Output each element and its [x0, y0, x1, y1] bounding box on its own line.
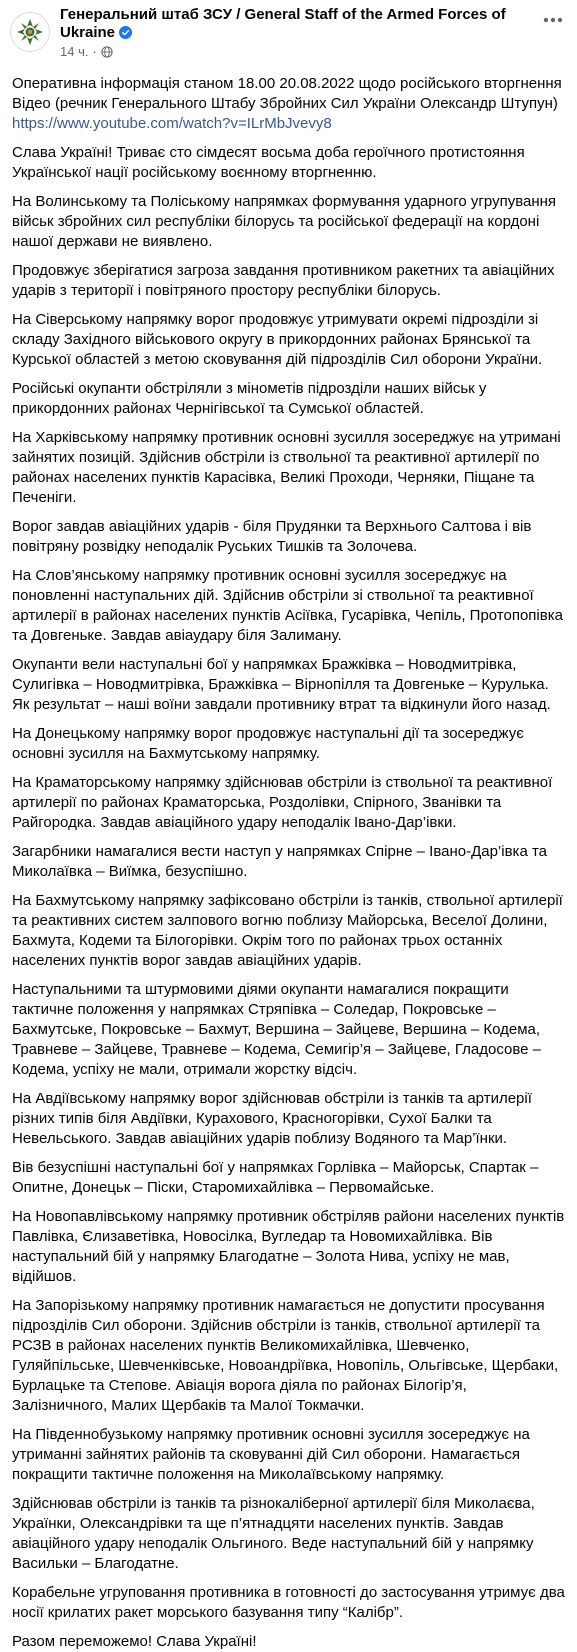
post-intro: [12, 74, 565, 134]
post-subtitle: [60, 44, 541, 59]
post-paragraph: Разом переможемо! Слава Україні!: [12, 1633, 257, 1650]
post-paragraph: На Харківському напрямку противник основні зусилля зосереджує на утримані зайнятих позицій. Здійснив обстріли із ствольної та реактивної артилерії по районах населених пунктів Карасівка, Великі Проходи, Черняки, Піщане та Печеніги.: [12, 429, 561, 506]
post-paragraph: Окупанти вели наступальні бої у напрямках Бражківка – Новодмитрівка, Сулигівка – Новодмитрівка, Бражківка – Вірнопілля та Довгеньке – Курулька. Як результат – наші воїни завдали противнику втрат та відкинули його назад.: [12, 656, 551, 713]
post-paragraphs: [12, 143, 565, 1652]
post-paragraph: Російські окупанти обстріляли з мінометів підрозділи наших військ у прикордонних районах Чернігівської та Сумської областей.: [12, 380, 487, 417]
post-paragraph: На Краматорському напрямку здійснював обстріли із ствольної та реактивної артилерії по районах Краматорська, Роздолівки, Спірного, Званівки та Райгородка. Завдав авіаційного удару неподалік Івано-Дар’івки.: [12, 774, 553, 831]
page-name[interactable]: [60, 6, 541, 42]
post-paragraph: Здійснював обстріли із танків та різнокаліберної артилерії біля Миколаєва, Українки, Олександрівки та ще п’ятнадцяти населених пунктів. Завдав авіаційного удару неподалік Ольгиного. Веде наступальний бій у напрямку Васильки – Благодатне.: [12, 1495, 535, 1572]
intro-line-1: Оперативна інформація станом 18.00 20.08.2022 щодо російського вторгнення: [12, 75, 562, 92]
separator-dot: ·: [92, 44, 97, 59]
post-paragraph: Продовжує зберігатися загроза завдання противником ракетних та авіаційних ударів з території і повітряного простору республіки білорусь.: [12, 262, 555, 299]
post-body: [0, 70, 577, 1652]
post-paragraph: Вів безуспішні наступальні бої у напрямках Горлівка – Майорськ, Спартак – Опитне, Донецьк – Піски, Старомихайлівка – Первомайське.: [12, 1159, 539, 1196]
post-paragraph: На Бахмутському напрямку зафіксовано обстріли із танків, ствольної артилерії та реактивних систем залпового вогню поблизу Майорська, Веселої Долини, Бахмута, Кодеми та Білогорівки. Окрім того по районах трьох останніх населених пунктів ворог завдав авіаційних ударів.: [12, 892, 563, 969]
post-paragraph: На Авдіївському напрямку ворог здійснював обстріли із танків та артилерії різних типів біля Авдіївки, Курахового, Красногорівки, Сухої Балки та Невельського. Завдав авіаційних ударів поблизу Водяного та Мар’їнки.: [12, 1090, 532, 1147]
post-paragraph: Корабельне угруповання противника в готовності до застосування утримує два носії крилатих ракет морського базування типу “Калібр”.: [12, 1584, 565, 1621]
post-paragraph: На Новопавлівському напрямку противник обстріляв райони населених пунктів Павлівка, Єлизаветівка, Новосілка, Вугледар та Новомихайлівка. Вів наступальний бій у напрямку Благодатне – Золота Нива, успіху не мав, відійшов.: [12, 1208, 565, 1285]
post-meta: [60, 6, 541, 59]
post-paragraph: На Сіверському напрямку ворог продовжує утримувати окремі підрозділи зі складу Західного військового округу в прикордонних районах Брянської та Курської областей з метою сковування дій підрозділів Сил оборони України.: [12, 311, 543, 368]
verified-badge-icon: [119, 26, 132, 39]
post-paragraph: На Слов’янському напрямку противник основні зусилля зосереджує на поновленні наступальних дій. Здійснив обстріли зі ствольної та реактивної артилерії в районах населених пунктів Асіївка, Гусарівка, Чепіль, Протопопівка та Довгеньке. Завдав авіаудару біля Залиману.: [12, 567, 563, 644]
post-paragraph: На Волинському та Поліському напрямках формування ударного угрупування військ збройних сил республіки білорусь та російської федерації на кордоні нашої держави не виявлено.: [12, 193, 557, 250]
intro-line-2: Відео (речник Генерального Штабу Збройних Сил України Олександр Штупун): [12, 95, 558, 112]
page-avatar[interactable]: [10, 12, 50, 52]
emblem-icon: [15, 17, 45, 47]
video-link[interactable]: https://www.youtube.com/watch?v=ILrMbJvevy8: [12, 115, 332, 132]
post-header: [0, 6, 577, 70]
more-options-button[interactable]: [541, 8, 565, 32]
post-paragraph: На Південнобузькому напрямку противник основні зусилля зосереджує на утриманні зайнятих районів та сковуванні дій Сил оборони. Намагається покращити тактичне положення на Миколаївському напрямку.: [12, 1426, 530, 1483]
post-paragraph: Слава Україні! Триває сто сімдесят восьма доба героїчного протистояння Української нації російському воєнному вторгненню.: [12, 144, 525, 181]
post-paragraph: На Донецькому напрямку ворог продовжує наступальні дії та зосереджує основні зусилля на Бахмутському напрямку.: [12, 725, 524, 762]
post-paragraph: На Запорізькому напрямку противник намагається не допустити просування підрозділів Сил оборони. Здійснив обстріли із танків, ствольної артилерії та РСЗВ в районах населених пунктів Великомихайлівка, Шевченко, Гуляйпільське, Шевченківське, Новоандріївка, Новопіль, Ольгівське, Щербаки, Бурлацьке та Степове. Авіація ворога діяла по районах Білогір’я, Залізничного, Малих Щербаків та Малої Токмачки.: [12, 1297, 559, 1414]
post-paragraph: Наступальними та штурмовими діями окупанти намагалися покращити тактичне положення у напрямках Стряпівка – Соледар, Покровське – Бахмутське, Покровське – Бахмут, Вершина – Зайцеве, Вершина – Кодема, Травневе – Зайцеве, Травневе – Кодема, Семигір’я – Зайцеве, Гладосове – Кодема, успіху не мали, отримали жорстку відсіч.: [12, 981, 541, 1078]
post-paragraph: Ворог завдав авіаційних ударів - біля Прудянки та Верхнього Салтова і вів повітряну розвідку неподалік Руських Тишків та Золочева.: [12, 518, 532, 555]
page-name-text[interactable]: Генеральний штаб ЗСУ / General Staff of the Armed Forces of Ukraine: [60, 6, 506, 41]
post-paragraph: Загарбники намагалися вести наступ у напрямках Спірне – Івано-Дар’івка та Миколаївка – Виїмка, безуспішно.: [12, 843, 548, 880]
more-options-icon: [543, 17, 563, 23]
globe-icon: [101, 46, 113, 58]
post-timestamp[interactable]: 14 ч.: [60, 44, 89, 59]
